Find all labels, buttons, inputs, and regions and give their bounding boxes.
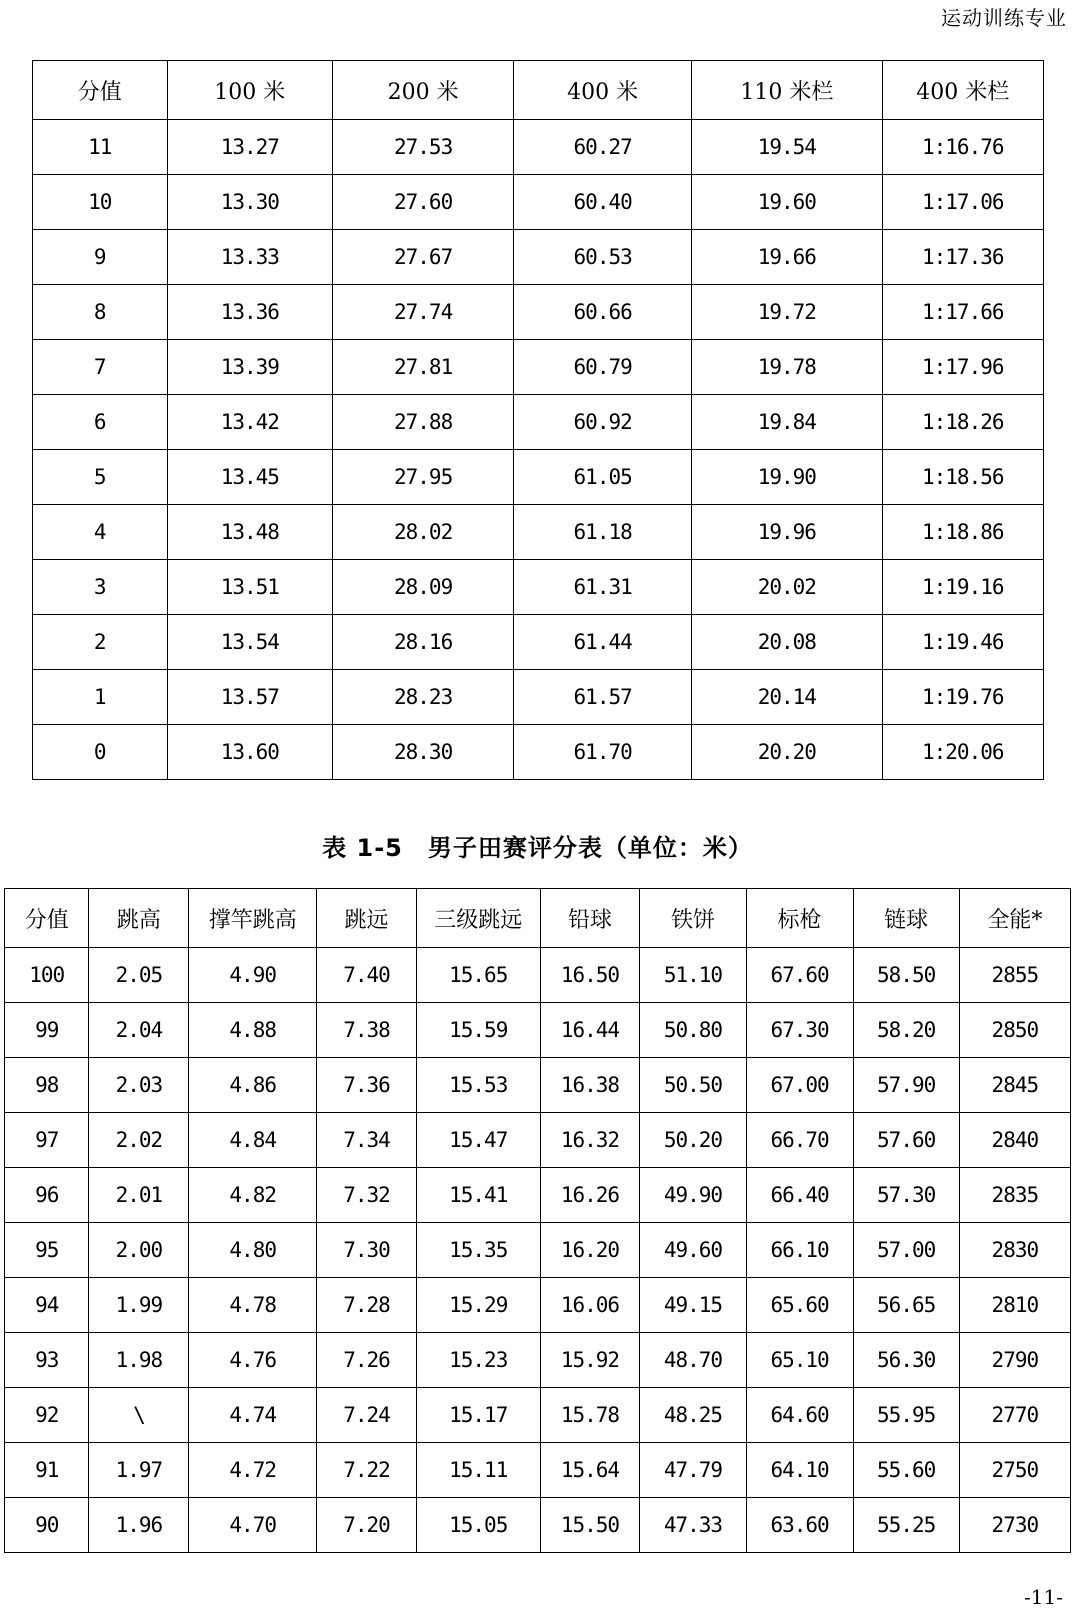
table-cell: 1:20.06 [882, 725, 1043, 780]
table-row [33, 725, 1044, 780]
table-cell: 1:17.36 [882, 230, 1043, 285]
table-cell: 20.08 [692, 615, 882, 670]
table-cell: 66.70 [746, 1113, 853, 1168]
table-cell: 47.33 [640, 1498, 746, 1553]
table-cell: 15.53 [416, 1058, 540, 1113]
table-cell: 2830 [959, 1223, 1070, 1278]
table-cell: 4.88 [189, 1003, 317, 1058]
table-cell: 13.33 [167, 230, 333, 285]
table-cell: 1:19.46 [882, 615, 1043, 670]
table-cell: 1:19.76 [882, 670, 1043, 725]
table-cell: 7.28 [317, 1278, 417, 1333]
table-cell: 7.24 [317, 1388, 417, 1443]
table-cell: 7.36 [317, 1058, 417, 1113]
table-cell: 94 [5, 1278, 89, 1333]
table-cell: 19.78 [692, 340, 882, 395]
table-row [33, 340, 1044, 395]
column-header: 400 米栏 [882, 61, 1043, 120]
table-row [33, 505, 1044, 560]
table-cell: 60.27 [514, 120, 692, 175]
table-cell: 66.10 [746, 1223, 853, 1278]
table-cell: 7.30 [317, 1223, 417, 1278]
table-row [33, 120, 1044, 175]
table-row [5, 1498, 1071, 1553]
table-cell: 27.81 [333, 340, 514, 395]
table-row [33, 395, 1044, 450]
table-cell: 20.14 [692, 670, 882, 725]
table-cell: 27.88 [333, 395, 514, 450]
table-cell: 2 [33, 615, 168, 670]
table-cell: 16.44 [540, 1003, 640, 1058]
table-cell: 7.34 [317, 1113, 417, 1168]
table-row [33, 230, 1044, 285]
table-cell: 4.84 [189, 1113, 317, 1168]
table-cell: 16.26 [540, 1168, 640, 1223]
table-cell: 7.26 [317, 1333, 417, 1388]
table-cell: 1:17.96 [882, 340, 1043, 395]
table-cell: 13.54 [167, 615, 333, 670]
table-cell: 60.40 [514, 175, 692, 230]
table-cell: 67.60 [746, 948, 853, 1003]
table-cell: 15.23 [416, 1333, 540, 1388]
table-cell: 66.40 [746, 1168, 853, 1223]
column-header: 100 米 [167, 61, 333, 120]
table-row [5, 1333, 1071, 1388]
table-cell: 47.79 [640, 1443, 746, 1498]
table-cell: 2835 [959, 1168, 1070, 1223]
table-cell: 13.36 [167, 285, 333, 340]
table-cell: 4.74 [189, 1388, 317, 1443]
column-header: 撑竿跳高 [189, 889, 317, 948]
table-cell: 16.32 [540, 1113, 640, 1168]
table-row [5, 1388, 1071, 1443]
table-cell: 2.05 [89, 948, 189, 1003]
table-cell: 58.20 [853, 1003, 959, 1058]
table-cell: 65.10 [746, 1333, 853, 1388]
table-cell: 97 [5, 1113, 89, 1168]
table-cell: 60.79 [514, 340, 692, 395]
table-cell: 13.27 [167, 120, 333, 175]
table-row [5, 1278, 1071, 1333]
table-row [5, 1003, 1071, 1058]
table-cell: 48.25 [640, 1388, 746, 1443]
table-cell: 2.04 [89, 1003, 189, 1058]
table-cell: 15.47 [416, 1113, 540, 1168]
table-cell: 49.15 [640, 1278, 746, 1333]
table-cell: 28.23 [333, 670, 514, 725]
table-cell: 91 [5, 1443, 89, 1498]
column-header: 200 米 [333, 61, 514, 120]
table-cell: 15.29 [416, 1278, 540, 1333]
table-cell: 15.65 [416, 948, 540, 1003]
table-cell: 4.78 [189, 1278, 317, 1333]
table-cell: 56.65 [853, 1278, 959, 1333]
table-cell: 93 [5, 1333, 89, 1388]
table-cell: 4.72 [189, 1443, 317, 1498]
table-cell: 2.02 [89, 1113, 189, 1168]
table-cell: 51.10 [640, 948, 746, 1003]
table-cell: 15.17 [416, 1388, 540, 1443]
table-cell: 60.66 [514, 285, 692, 340]
table-cell: 13.48 [167, 505, 333, 560]
table-row [5, 1058, 1071, 1113]
column-header: 400 米 [514, 61, 692, 120]
table-cell: 2730 [959, 1498, 1070, 1553]
column-header: 链球 [853, 889, 959, 948]
table-cell: 2855 [959, 948, 1070, 1003]
table-cell: 61.44 [514, 615, 692, 670]
table-cell: 61.05 [514, 450, 692, 505]
table-row [5, 1223, 1071, 1278]
table-cell: 2810 [959, 1278, 1070, 1333]
field-event-scoring-table [4, 888, 1071, 1553]
table-cell: 9 [33, 230, 168, 285]
table-cell: 8 [33, 285, 168, 340]
table-cell: 57.90 [853, 1058, 959, 1113]
table-cell: 15.41 [416, 1168, 540, 1223]
table-cell: 15.92 [540, 1333, 640, 1388]
table-cell: 1.96 [89, 1498, 189, 1553]
table-cell: 19.84 [692, 395, 882, 450]
table-cell: 49.90 [640, 1168, 746, 1223]
table-cell: 19.60 [692, 175, 882, 230]
table-cell: 1 [33, 670, 168, 725]
table-cell: 1:17.66 [882, 285, 1043, 340]
table-cell: 50.80 [640, 1003, 746, 1058]
table-cell: 27.53 [333, 120, 514, 175]
table-cell: 7.20 [317, 1498, 417, 1553]
table-cell: 13.60 [167, 725, 333, 780]
table-cell: 1:17.06 [882, 175, 1043, 230]
table-cell: 64.60 [746, 1388, 853, 1443]
column-header: 分值 [5, 889, 89, 948]
table-cell: 28.09 [333, 560, 514, 615]
table-cell: 19.66 [692, 230, 882, 285]
table-cell: 61.70 [514, 725, 692, 780]
table-row [33, 670, 1044, 725]
page-header-title: 运动训练专业 [941, 6, 1067, 30]
table-cell: 1.98 [89, 1333, 189, 1388]
table-cell: 1:19.16 [882, 560, 1043, 615]
table-cell: 6 [33, 395, 168, 450]
table-cell: 13.57 [167, 670, 333, 725]
table-cell: 4.70 [189, 1498, 317, 1553]
table-cell: 13.51 [167, 560, 333, 615]
table-cell: 10 [33, 175, 168, 230]
table-row [5, 948, 1071, 1003]
table-header-row [5, 889, 1071, 948]
table-cell: 16.50 [540, 948, 640, 1003]
table-cell: 4.86 [189, 1058, 317, 1113]
column-header: 全能* [959, 889, 1070, 948]
table-row [33, 560, 1044, 615]
table-cell: 57.00 [853, 1223, 959, 1278]
table-cell: 15.05 [416, 1498, 540, 1553]
table-cell: 15.50 [540, 1498, 640, 1553]
table-cell: 13.45 [167, 450, 333, 505]
table-cell: 4.76 [189, 1333, 317, 1388]
table-cell: 27.95 [333, 450, 514, 505]
table-cell: 2750 [959, 1443, 1070, 1498]
column-header: 铅球 [540, 889, 640, 948]
table-cell: 19.72 [692, 285, 882, 340]
table-cell: 2850 [959, 1003, 1070, 1058]
table-cell: 90 [5, 1498, 89, 1553]
table-cell: 15.64 [540, 1443, 640, 1498]
table-cell: 60.53 [514, 230, 692, 285]
table-cell: 7.32 [317, 1168, 417, 1223]
table-cell: 28.16 [333, 615, 514, 670]
table-cell: 15.59 [416, 1003, 540, 1058]
table-cell: 5 [33, 450, 168, 505]
table-cell: 20.20 [692, 725, 882, 780]
table-cell: 1.99 [89, 1278, 189, 1333]
table-row [33, 615, 1044, 670]
table-cell: 19.54 [692, 120, 882, 175]
table-cell: 57.30 [853, 1168, 959, 1223]
table-cell: 2840 [959, 1113, 1070, 1168]
table-cell: 4.90 [189, 948, 317, 1003]
table-row [5, 1168, 1071, 1223]
column-header: 跳远 [317, 889, 417, 948]
table-cell: 3 [33, 560, 168, 615]
column-header: 标枪 [746, 889, 853, 948]
table-cell: 19.90 [692, 450, 882, 505]
table-cell: 7.40 [317, 948, 417, 1003]
table-cell: 1:18.86 [882, 505, 1043, 560]
table-cell: 15.78 [540, 1388, 640, 1443]
table-cell: 57.60 [853, 1113, 959, 1168]
table-cell: 96 [5, 1168, 89, 1223]
table-cell: 13.30 [167, 175, 333, 230]
column-header: 跳高 [89, 889, 189, 948]
table-row [33, 285, 1044, 340]
table-cell: 27.60 [333, 175, 514, 230]
table-cell: 50.20 [640, 1113, 746, 1168]
table-cell: 13.42 [167, 395, 333, 450]
table-cell: 16.38 [540, 1058, 640, 1113]
table-cell: 11 [33, 120, 168, 175]
table-cell: 60.92 [514, 395, 692, 450]
table-cell: 2.03 [89, 1058, 189, 1113]
table-cell: 98 [5, 1058, 89, 1113]
table-cell: 2.00 [89, 1223, 189, 1278]
table-cell: 2770 [959, 1388, 1070, 1443]
table-cell: 16.06 [540, 1278, 640, 1333]
table-cell: 1:16.76 [882, 120, 1043, 175]
table-cell: 1.97 [89, 1443, 189, 1498]
table-cell: 100 [5, 948, 89, 1003]
table-cell: 4.82 [189, 1168, 317, 1223]
table-cell: 55.60 [853, 1443, 959, 1498]
table-cell: 2845 [959, 1058, 1070, 1113]
table-cell: 4 [33, 505, 168, 560]
table-cell: 67.00 [746, 1058, 853, 1113]
table-cell: 61.31 [514, 560, 692, 615]
table-caption: 表 1-5 男子田赛评分表（单位：米） [322, 834, 753, 862]
table-cell: 63.60 [746, 1498, 853, 1553]
table-cell: 4.80 [189, 1223, 317, 1278]
table-cell: 48.70 [640, 1333, 746, 1388]
table-cell: 15.11 [416, 1443, 540, 1498]
table-cell: 20.02 [692, 560, 882, 615]
table-cell: 50.50 [640, 1058, 746, 1113]
table-cell: 7.38 [317, 1003, 417, 1058]
column-header: 110 米栏 [692, 61, 882, 120]
table-cell: 92 [5, 1388, 89, 1443]
column-header: 三级跳远 [416, 889, 540, 948]
table-row [5, 1113, 1071, 1168]
column-header: 分值 [33, 61, 168, 120]
table-cell: 61.18 [514, 505, 692, 560]
table-cell: 7.22 [317, 1443, 417, 1498]
table-cell: 1:18.26 [882, 395, 1043, 450]
table-cell: 27.74 [333, 285, 514, 340]
table-cell: 19.96 [692, 505, 882, 560]
table-cell: 2790 [959, 1333, 1070, 1388]
table-cell: 95 [5, 1223, 89, 1278]
table-cell: 64.10 [746, 1443, 853, 1498]
table-cell: 2.01 [89, 1168, 189, 1223]
table-row [33, 450, 1044, 505]
table-cell: 55.95 [853, 1388, 959, 1443]
table-cell: 28.02 [333, 505, 514, 560]
page-number: -11- [1024, 1585, 1063, 1609]
table-cell: 56.30 [853, 1333, 959, 1388]
table-cell: \ [89, 1388, 189, 1443]
table-cell: 67.30 [746, 1003, 853, 1058]
column-header: 铁饼 [640, 889, 746, 948]
table-cell: 65.60 [746, 1278, 853, 1333]
table-cell: 28.30 [333, 725, 514, 780]
table-cell: 27.67 [333, 230, 514, 285]
table-cell: 99 [5, 1003, 89, 1058]
table-cell: 49.60 [640, 1223, 746, 1278]
table-cell: 61.57 [514, 670, 692, 725]
table-cell: 13.39 [167, 340, 333, 395]
table-row [33, 175, 1044, 230]
table-cell: 0 [33, 725, 168, 780]
track-scoring-table-continued [32, 60, 1044, 780]
table-cell: 58.50 [853, 948, 959, 1003]
table-cell: 15.35 [416, 1223, 540, 1278]
table-cell: 1:18.56 [882, 450, 1043, 505]
table-header-row [33, 61, 1044, 120]
table-cell: 55.25 [853, 1498, 959, 1553]
table-cell: 7 [33, 340, 168, 395]
table-cell: 16.20 [540, 1223, 640, 1278]
table-row [5, 1443, 1071, 1498]
